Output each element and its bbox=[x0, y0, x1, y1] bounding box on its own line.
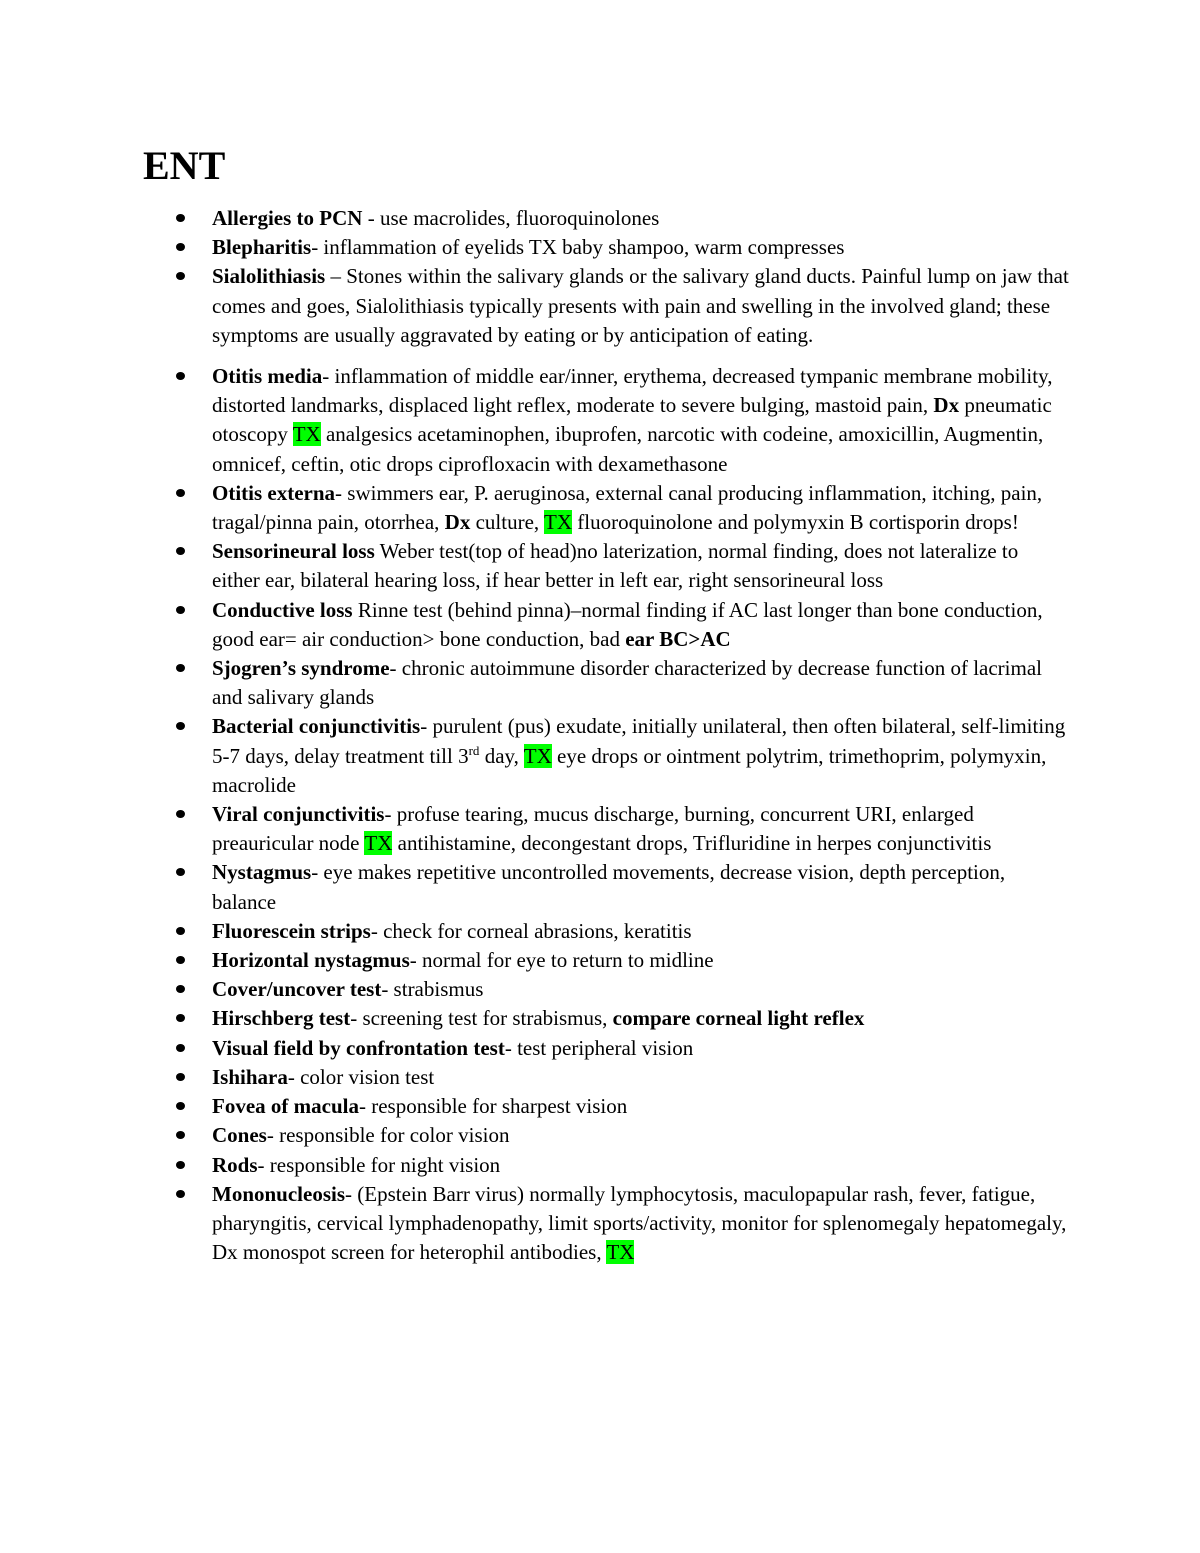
item-text: – Stones within the salivary glands or the salivary gland ducts. Painful lump on jaw that comes and goes, Sialolithiasis typically presents with pain and swelling in the involved gland; these symptoms are usually aggravated by eating or by anticipation of eating. bbox=[212, 264, 1069, 347]
item-text: eye drops or ointment polytrim, trimethoprim, polymyxin, macrolide bbox=[212, 743, 1047, 797]
list-item bbox=[212, 1034, 1070, 1063]
item-text: - responsible for night vision bbox=[257, 1152, 501, 1177]
list-item bbox=[212, 975, 1070, 1004]
tx-highlight: TX bbox=[364, 831, 393, 856]
item-text: - normal for eye to return to midline bbox=[409, 948, 714, 973]
list-item bbox=[212, 917, 1070, 946]
term-label: compare corneal light reflex bbox=[612, 1006, 865, 1031]
list-item bbox=[212, 800, 1070, 858]
page-title: ENT bbox=[143, 143, 226, 188]
term-label: Dx bbox=[933, 393, 960, 418]
term-label: Bacterial conjunctivitis bbox=[212, 714, 421, 739]
term-label: ear BC>AC bbox=[625, 626, 731, 651]
item-text: pneumatic otoscopy bbox=[212, 393, 1052, 447]
term-label: Ishihara bbox=[212, 1064, 288, 1089]
item-text: - responsible for color vision bbox=[266, 1123, 510, 1148]
term-label: Horizontal nystagmus bbox=[212, 948, 410, 973]
list-item bbox=[212, 1180, 1070, 1268]
list-item bbox=[212, 233, 1070, 262]
list-item bbox=[212, 858, 1070, 916]
tx-highlight: TX bbox=[606, 1240, 635, 1265]
item-text: Weber test(top of head)no laterization, normal finding, does not lateralize to either ear, bilateral hearing loss, if hear better in left ear, right sensorineural loss bbox=[212, 539, 1019, 593]
item-text: antihistamine, decongestant drops, Trifluridine in herpes conjunctivitis bbox=[392, 831, 992, 856]
list-item bbox=[212, 537, 1070, 595]
item-text: culture, bbox=[470, 510, 545, 535]
item-text: fluoroquinolone and polymyxin B cortisporin drops! bbox=[572, 510, 1019, 535]
item-text: - use macrolides, fluoroquinolones bbox=[362, 206, 660, 230]
list-item bbox=[212, 479, 1070, 537]
term-label: Rods bbox=[212, 1152, 258, 1177]
item-text: - inflammation of eyelids TX baby shampoo, warm compresses bbox=[311, 235, 845, 260]
term-label: Mononucleosis bbox=[212, 1181, 346, 1206]
list-item bbox=[212, 1121, 1070, 1150]
term-label: Allergies to PCN bbox=[212, 206, 363, 230]
list-item bbox=[212, 204, 1070, 233]
item-text: - strabismus bbox=[381, 977, 484, 1002]
term-label: Viral conjunctivitis bbox=[212, 802, 385, 827]
term-label: Conductive loss bbox=[212, 597, 353, 622]
list-item bbox=[212, 362, 1070, 479]
term-label: Nystagmus bbox=[212, 860, 312, 885]
list-item bbox=[212, 1092, 1070, 1121]
item-text: - profuse tearing, mucus discharge, burning, concurrent URI, enlarged preauricular node bbox=[212, 802, 974, 856]
item-text: day, bbox=[479, 743, 524, 768]
term-label: Sjogren’s syndrome bbox=[212, 656, 390, 681]
item-text: - eye makes repetitive uncontrolled movements, decrease vision, depth perception, balance bbox=[212, 860, 1006, 914]
item-text: analgesics acetaminophen, ibuprofen, narcotic with codeine, amoxicillin, Augmentin, omnicef, ceftin, otic drops ciprofloxacin with dexamethasone bbox=[212, 422, 1044, 476]
item-text: - chronic autoimmune disorder characterized by decrease function of lacrimal and salivary glands bbox=[212, 656, 1042, 710]
item-text: - (Epstein Barr virus) normally lymphocytosis, maculopapular rash, fever, fatigue, pharyngitis, cervical lymphadenopathy, limit sports/activity, monitor for splenomegaly hepatomegaly, Dx monospot screen for heterophil antibodies, bbox=[212, 1181, 1067, 1265]
list-item bbox=[212, 1004, 1070, 1033]
list-item bbox=[212, 1063, 1070, 1092]
item-text: - check for corneal abrasions, keratitis bbox=[370, 918, 692, 943]
bullet-list bbox=[212, 204, 1070, 1267]
list-item bbox=[212, 1151, 1070, 1180]
list-item bbox=[212, 262, 1070, 350]
term-label: Fluorescein strips bbox=[212, 918, 371, 943]
item-text: - test peripheral vision bbox=[504, 1035, 694, 1060]
list-item bbox=[212, 596, 1070, 654]
term-label: Dx bbox=[444, 510, 471, 535]
tx-highlight: TX bbox=[292, 422, 321, 447]
item-text: - purulent (pus) exudate, initially unilateral, then often bilateral, self-limiting 5-7 days, delay treatment till 3 bbox=[212, 714, 1066, 768]
item-text: - swimmers ear, P. aeruginosa, external canal producing inflammation, itching, pain, tragal/pinna pain, otorrhea, bbox=[212, 480, 1043, 535]
item-text: rd bbox=[468, 742, 480, 758]
list-item bbox=[212, 654, 1070, 712]
term-label: Sialolithiasis bbox=[212, 264, 326, 289]
item-text: Rinne test (behind pinna)–normal finding if AC last longer than bone conduction, good ear= air conduction> bone conduction, bad bbox=[212, 597, 1043, 651]
term-label: Hirschberg test bbox=[212, 1006, 351, 1031]
term-label: Sensorineural loss bbox=[212, 539, 375, 564]
term-label: Visual field by confrontation test bbox=[212, 1035, 505, 1060]
item-text: - inflammation of middle ear/inner, erythema, decreased tympanic membrane mobility, distorted landmarks, displaced light reflex, moderate to severe bulging, mastoid pain, bbox=[212, 364, 1053, 418]
term-label: Fovea of macula bbox=[212, 1094, 359, 1119]
term-label: Cones bbox=[212, 1123, 267, 1148]
term-label: Cover/uncover test bbox=[212, 977, 382, 1002]
item-text: - color vision test bbox=[287, 1064, 435, 1089]
tx-highlight: TX bbox=[544, 510, 573, 535]
term-label: Otitis externa bbox=[212, 480, 336, 505]
item-text: - screening test for strabismus, bbox=[350, 1006, 613, 1031]
term-label: Blepharitis bbox=[212, 235, 312, 260]
list-item bbox=[212, 712, 1070, 800]
list-item bbox=[212, 946, 1070, 975]
item-text: - responsible for sharpest vision bbox=[358, 1094, 628, 1119]
term-label: Otitis media bbox=[212, 364, 323, 389]
tx-highlight: TX bbox=[523, 743, 552, 768]
